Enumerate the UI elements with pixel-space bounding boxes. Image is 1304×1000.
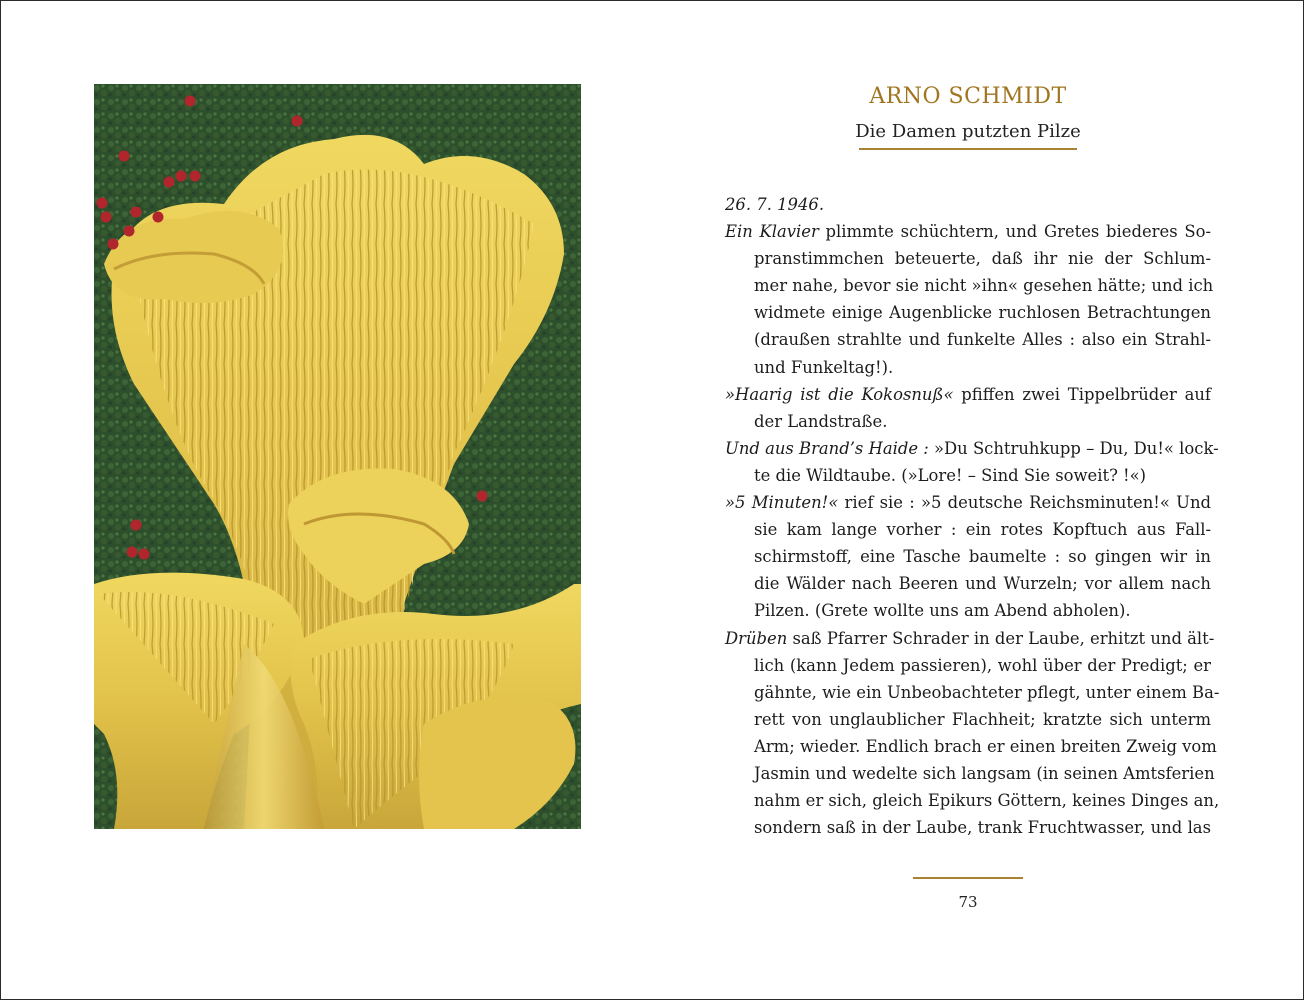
story-title: Die Damen putzten Pilze xyxy=(855,121,1081,142)
text-line xyxy=(725,326,1211,353)
line-text: Pilzen. (Grete wollte uns am Abend abholen). xyxy=(754,601,1131,621)
line-text: Arm; wieder. Endlich brach er einen breiten Zweig vom xyxy=(754,736,1217,756)
page-number: 73 xyxy=(958,893,978,911)
line-text: lich (kann Jedem passieren), wohl über der Predigt; er xyxy=(754,655,1211,675)
italic-lead: »Haarig ist die Kokosnuß« xyxy=(725,384,954,404)
body-text xyxy=(725,191,1220,841)
date-line: 26. 7. 1946. xyxy=(725,195,825,214)
line-text: gähnte, wie ein Unbeobachteter pflegt, unter einem Ba- xyxy=(754,682,1220,702)
text-line xyxy=(725,652,1211,679)
italic-lead: Ein Klavier xyxy=(725,222,819,242)
text-line xyxy=(725,706,1211,733)
line-text: mer nahe, bevor sie nicht »ihn« gesehen hätte; und ich xyxy=(754,276,1214,296)
text-line xyxy=(725,516,1211,543)
line-text: und Funkeltag!). xyxy=(754,357,894,377)
italic-lead: Drüben xyxy=(725,628,788,648)
text-line xyxy=(725,597,1211,624)
title-rule xyxy=(859,148,1077,150)
text-line xyxy=(725,462,1211,489)
line-text: widmete einige Augenblicke ruchlosen Betrachtungen xyxy=(754,303,1211,323)
line-text: saß Pfarrer Schrader in der Laube, erhitzt und ält- xyxy=(787,628,1215,648)
text-line xyxy=(725,245,1211,272)
text-line xyxy=(725,381,1211,408)
text-line xyxy=(725,272,1214,299)
line-text: pranstimmchen beteuerte, daß ihr nie der Schlum- xyxy=(754,249,1211,269)
line-text: sie kam lange vorher : ein rotes Kopftuch aus Fall- xyxy=(754,520,1211,540)
text-line xyxy=(725,489,1211,516)
line-text: der Landstraße. xyxy=(754,411,888,431)
line-text: rief sie : »5 deutsche Reichsminuten!« Und xyxy=(838,493,1211,513)
text-line xyxy=(725,435,1219,462)
line-text: sondern saß in der Laube, trank Fruchtwasser, und las xyxy=(754,818,1211,838)
italic-lead: »5 Minuten!« xyxy=(725,493,839,513)
text-lines xyxy=(725,218,1220,841)
line-text: »Du Schtruhkupp – Du, Du!« lock- xyxy=(928,438,1219,458)
line-text: schirmstoff, eine Tasche baumelte : so gingen wir in xyxy=(754,547,1211,567)
text-line xyxy=(725,733,1217,760)
line-text: die Wälder nach Beeren und Wurzeln; vor allem nach xyxy=(754,574,1211,594)
line-text: nahm er sich, gleich Epikurs Göttern, keines Dinges an, xyxy=(754,791,1220,811)
text-line xyxy=(725,679,1220,706)
line-text: plimmte schüchtern, und Gretes biederes So- xyxy=(818,222,1211,242)
text-line xyxy=(725,760,1215,787)
line-text: (draußen strahlte und funkelte Alles : also ein Strahl- xyxy=(754,330,1211,350)
text-line xyxy=(725,299,1211,326)
line-text: rett von unglaublicher Flachheit; kratzte sich unterm xyxy=(754,709,1211,729)
text-line xyxy=(725,408,1211,435)
author-name: ARNO SCHMIDT xyxy=(869,84,1067,109)
text-line xyxy=(725,543,1211,570)
page-number-rule xyxy=(913,877,1023,879)
line-text: pfiffen zwei Tippelbrüder auf xyxy=(953,384,1211,404)
line-text: Jasmin und wedelte sich langsam (in seinen Amtsferien xyxy=(754,763,1215,783)
text-line xyxy=(725,625,1215,652)
text-line xyxy=(725,218,1211,245)
text-line xyxy=(725,570,1211,597)
line-text: te die Wildtaube. (»Lore! – Sind Sie soweit? !«) xyxy=(754,465,1147,485)
text-line xyxy=(725,354,1211,381)
chanterelle-illustration xyxy=(94,84,581,829)
italic-lead: Und aus Brand’s Haide : xyxy=(725,438,929,458)
text-line xyxy=(725,787,1220,814)
text-line xyxy=(725,814,1211,841)
chanterelle-painting xyxy=(94,84,581,829)
